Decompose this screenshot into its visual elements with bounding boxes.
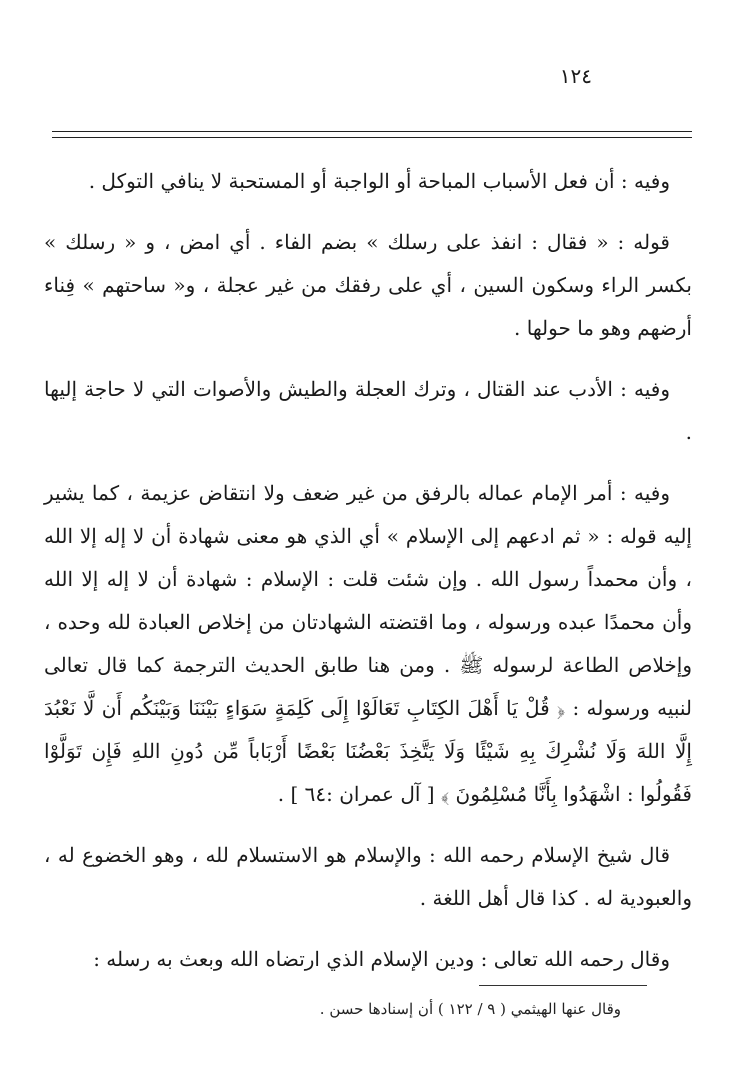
paragraph-adab-qital: وفيه : الأدب عند القتال ، وترك العجلة والطيش والأصوات التي لا حاجة إليها .	[44, 377, 692, 444]
paragraph-shaykh-islam: قال شيخ الإسلام رحمه الله : والإسلام هو الاستسلام لله ، وهو الخضوع له ، والعبودية له . كذا قال أهل اللغة .	[44, 843, 692, 910]
paragraph-din-islam: وقال رحمه الله تعالى : ودين الإسلام الذي ارتضاه الله وبعث به رسله :	[93, 947, 670, 971]
header-rule-double	[52, 137, 692, 138]
main-text	[44, 160, 692, 999]
footnote: وقال عنها الهيثمي ( ٩ / ١٢٢ ) أن إسنادها حسن .	[319, 1000, 621, 1018]
paragraph-tawakkul: وفيه : أن فعل الأسباب المباحة أو الواجبة أو المستحبة لا ينافي التوكل .	[88, 169, 670, 193]
footnote-divider	[479, 985, 647, 986]
header-rule	[52, 131, 692, 132]
paragraph-rifq-imam: وفيه : أمر الإمام عماله بالرفق من غير ضعف ولا انتقاض عزيمة ، كما يشير إليه قوله : « ثم ادعهم إلى الإسلام » أي الذي هو معنى شهادة أن لا إله إلا الله ، وأن محمداً رسول الله . وإن شئت قلت : الإسلام : شهادة أن لا إله إلا الله وأن محمدًا عبده ورسوله ، وما اقتضته الشهادتان من إخلاص العبادة لله وحده ، وإخلاص الطاعة لرسوله ﷺ . ومن هنا طابق الحديث الترجمة كما قال تعالى لنبيه ورسوله : ﴿ قُلْ يَا أَهْلَ الكِتَابِ تَعَالَوْا إِلَى كَلِمَةٍ سَوَاءٍ بَيْنَنَا وَبَيْنَكُم أَن لَّا نَعْبُدَ إِلَّا اللهَ وَلَا نُشْرِكَ بِهِ شَيْئًا وَلَا يَتَّخِذَ بَعْضُنَا بَعْضًا أَرْبَاباً مِّن دُونِ اللهِ فَإِن تَوَلَّوْا فَقُولُوا : اشْهَدُوا بِأَنَّا مُسْلِمُونَ ﴾ [ آل عمران :٦٤ ] .	[44, 481, 692, 806]
page-number: ١٢٤	[559, 64, 592, 88]
paragraph-risl-explanation: قوله : « فقال : انفذ على رسلك » بضم الفاء . أي امض ، و « رسلك » بكسر الراء وسكون السين ، أي على رفقك من غير عجلة ، و« ساحتهم » فِناء أرضهم وهو ما حولها .	[44, 230, 692, 340]
